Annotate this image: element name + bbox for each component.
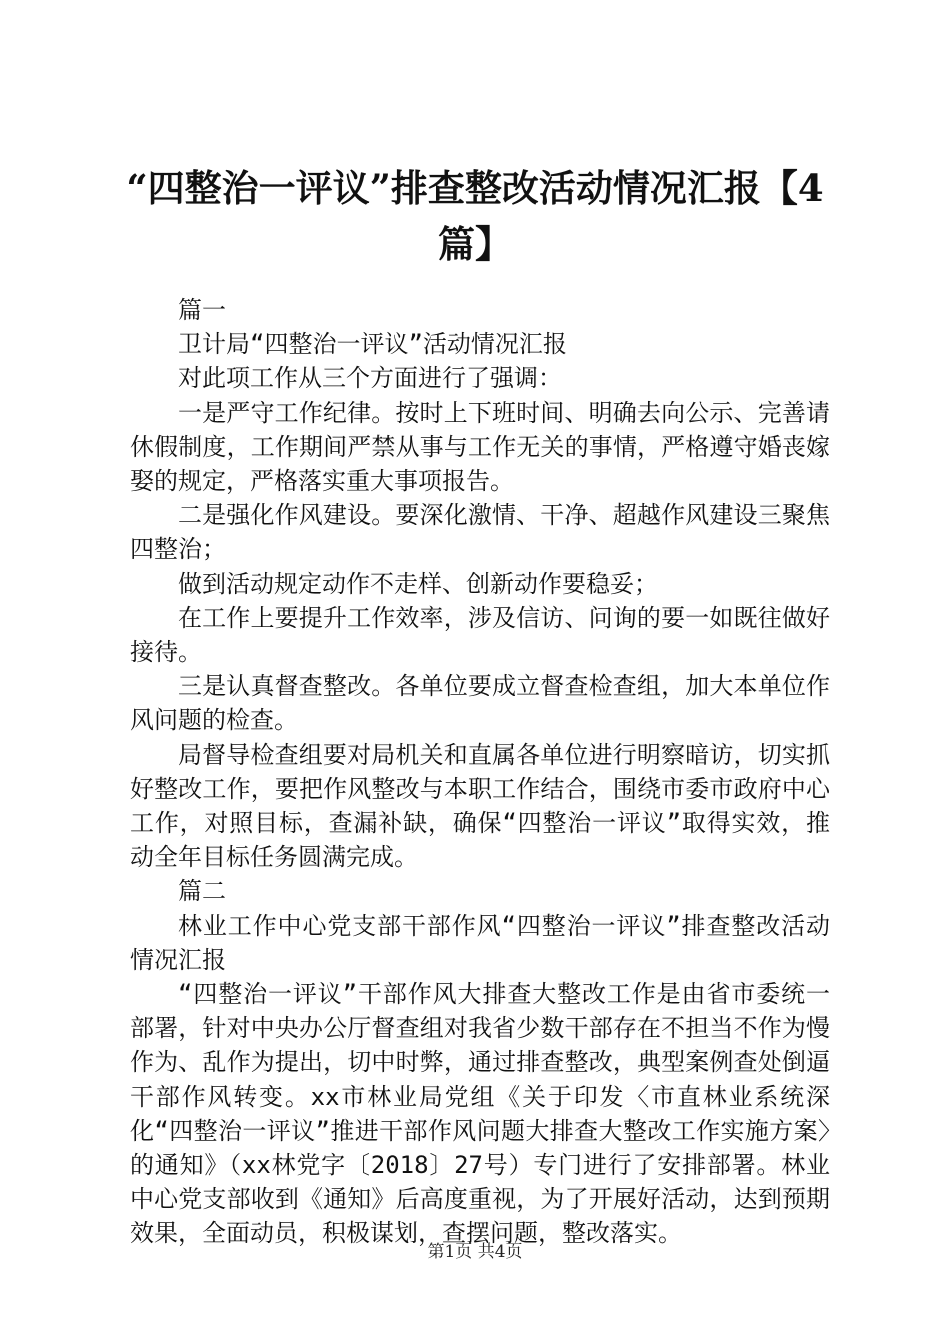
paragraph: “四整治一评议”干部作风大排查大整改工作是由省市委统一部署，针对中央办公厅督查组对我省少数干部存在不担当不作为慢作为、乱作为提出，切中时弊，通过排查整改，典型案例查处倒逼干部作风转变。xx市林业局党组《关于印发〈市直林业系统深化“四整治一评议”推进干部作风问题大排查大整改工作实施方案〉的通知》（xx林党字〔2018〕27号）专门进行了安排部署。林业中心党支部收到《通知》后高度重视，为了开展好活动，达到预期效果，全面动员，积极谋划，查摆问题，整改落实。 bbox=[130, 980, 830, 1248]
paragraph: 局督导检查组要对局机关和直属各单位进行明察暗访，切实抓好整改工作，要把作风整改与本职工作结合，围绕市委市政府中心工作，对照目标，查漏补缺，确保“四整治一评议”取得实效，推动全年目标任务圆满完成。 bbox=[130, 740, 830, 872]
paragraph: 二是强化作风建设。要深化激情、干净、超越作风建设三聚焦四整治； bbox=[130, 501, 830, 564]
paragraph: 三是认真督查整改。各单位要成立督查检查组，加大本单位作风问题的检查。 bbox=[130, 672, 830, 735]
document-title: “四整治一评议”排查整改活动情况汇报【4篇】 bbox=[126, 166, 824, 266]
section-heading-2: 篇二 bbox=[178, 877, 226, 906]
paragraph: 一是严守工作纪律。按时上下班时间、明确去向公示、完善请休假制度，工作期间严禁从事与工作无关的事情，严格遵守婚丧嫁娶的规定，严格落实重大事项报告。 bbox=[130, 398, 830, 496]
paragraph: 对此项工作从三个方面进行了强调： bbox=[178, 364, 562, 393]
document-body bbox=[130, 293, 830, 1251]
report-title-2: 林业工作中心党支部干部作风“四整治一评议”排查整改活动情况汇报 bbox=[130, 911, 830, 974]
page-footer: 第1页 共4页 bbox=[427, 1242, 523, 1262]
paragraph: 在工作上要提升工作效率，涉及信访、问询的要一如既往做好接待。 bbox=[130, 603, 830, 667]
section-heading-1: 篇一 bbox=[178, 296, 226, 324]
report-title-1: 卫计局“四整治一评议”活动情况汇报 bbox=[178, 330, 567, 359]
paragraph: 做到活动规定动作不走样、创新动作要稳妥； bbox=[178, 569, 658, 598]
